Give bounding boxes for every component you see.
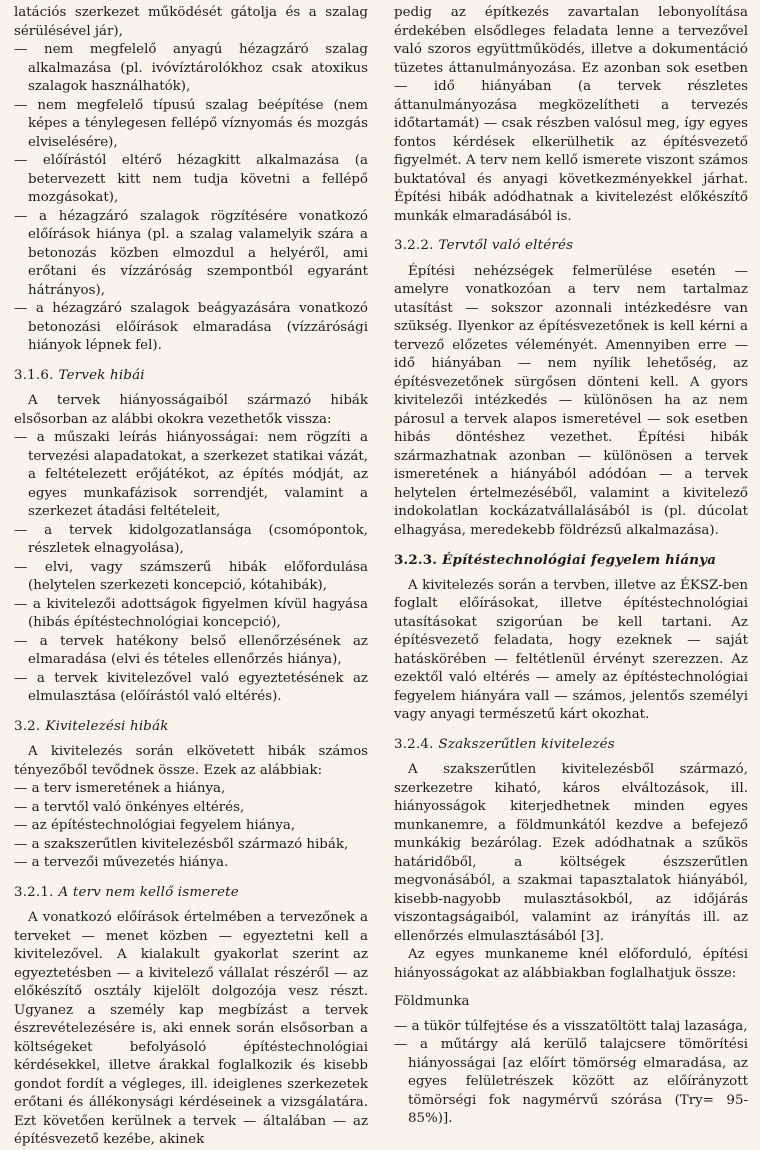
- list-item: — a hézagzáró szalagok rögzítésére vonatkozó előírások hiánya (pl. a szalag valamelyik szára a betonozás közben elmozdul a helyéről, ami erőtani és vízzáróság szempontból egyaránt hátrányos),: [14, 208, 368, 298]
- list-item: — a szakszerűtlen kivitelezésből származó hibák,: [14, 836, 349, 852]
- section-title: Tervtől való eltérés: [438, 238, 574, 253]
- paragraph: A szakszerűtlen kivitelezésből származó, szerkezetre kiható, káros elváltozások, ill. hiányosságok kiterjedhetnek minden egyes munkanemre, a földmunkától kezdve a befejező munkákig bezárólag. Ezek adódhatnak a szűkös határidőből, a költségek észszerűtlen megvonásából, a szakmai tapasztalatok hiányából, kisebb-nagyobb mulasztásokból, az időjárás viszontagságaiból, valamint az irányítás ill. az ellenőrzés elmulasztásából [3].: [394, 762, 748, 944]
- list-item: — az építéstechnológiai fegyelem hiánya,: [14, 818, 296, 833]
- section-title: Tervek hibái: [58, 367, 145, 383]
- list-item: — nem megfelelő típusú szalag beépítése (nem képes a ténylegesen fellépő víznyomás és mozgás elviselésére),: [14, 97, 368, 150]
- paragraph: A vonatkozó előírások értelmében a tervezőnek a terveket — menet közben — egyeztetni kell a kivitelezővel. A kialakult gyakorlat szerint az egyeztetésben — a kivitelező vállalat részéről — az előkészítő osztály kijelölt dolgozója vesz részt. Ugyanez a személy kap megbízást a tervek észrevételezésére is, aki ennek során elsősorban a költségeket befolyásoló építéstechnológiai kérdésekkel, illetve árakkal foglalkozik és kisebb gondot fordít a végleges, ill. ideiglenes szerkezetek erőtani és állékonysági kérdéseinek a vizsgálatára. Ezt követően kerülnek a tervek — általában — az építésvezető kezébe, akinek: [14, 910, 368, 1147]
- list-item: — a terv ismeretének a hiánya,: [14, 781, 226, 796]
- section-number: 3.2.: [14, 718, 41, 734]
- list-item: — nem megfelelő anyagú hézagzáró szalag alkalmazása (pl. ivóvíztárolókhoz csak atoxikus szalagok használhatók),: [14, 42, 368, 94]
- list-item: — előírástól eltérő hézagkitt alkalmazása (a betervezett kitt nem tudja követni a fellépő mozgásokat),: [14, 153, 368, 205]
- list-item: — a tervek kivitelezővel való egyeztetésének az elmulasztása (előírástól való eltérés).: [14, 670, 368, 704]
- subheading: Földmunka: [394, 994, 470, 1009]
- left-column: [14, 4, 368, 1150]
- section-number: 3.1.6.: [14, 367, 54, 383]
- list-item: — a tervek hatékony belső ellenőrzésének az elmaradása (elvi és tételes ellenőrzés hiánya),: [14, 633, 368, 667]
- list-item: — a műtárgy alá kerülő talajcsere tömörítési hiányosságai [az előírt tömörség elmaradása, az egyes felületrészek között az előírányzott tömörségi fok nagymérvű szórása (Try= 95-85%)].: [394, 1037, 748, 1126]
- section-number: 3.2.4.: [394, 736, 434, 752]
- list-item: — a tervezői művezetés hiánya.: [14, 855, 229, 870]
- section-title: A terv nem kellő ismerete: [58, 884, 239, 900]
- paragraph: A kivitelezés során a tervben, illetve az ÉKSZ-ben foglalt előírásokat, illetve építéstechnológiai utasításokat szigorúan be kell tartani. Az építésvezető feladata, hogy ezeknek — saját hatáskörében — feltétlenül érvényt szerezzen. Az ezektől való eltérés — amely az építéstechnológiai fegyelem hiányára vall — számos, jelentős személyi vagy anyagi természetű kárt okozhat.: [394, 577, 748, 722]
- section-number: 3.2.1.: [14, 884, 54, 900]
- paragraph-continuation: latációs szerkezet működését gátolja és a szalag sérülésével jár),: [14, 5, 368, 39]
- section-title: Kivitelezési hibák: [45, 718, 169, 734]
- section-heading: [14, 367, 368, 386]
- section-number: 3.2.2.: [394, 238, 434, 253]
- list-item: — elvi, vagy számszerű hibák előfordulása (helytelen szerkezeti koncepció, kótahibák),: [14, 559, 368, 593]
- paragraph: A tervek hiányosságaiból származó hibák elsősorban az alábbi okokra vezethetők vissza:: [14, 393, 368, 427]
- list-item: — a műszaki leírás hiányosságai: nem rögzíti a tervezési alapadatokat, a szerkezet statikai vázát, a feltételezett erőjátékot, az építés módját, az egyes munkafázisok sorrendjét, valamint a szerkezet átadási feltételeit,: [14, 430, 368, 519]
- list-item: — a hézagzáró szalagok beágyazására vonatkozó betonozási előírások elmaradása (vízzárósági hiányok lépnek fel).: [14, 301, 368, 353]
- paragraph: A kivitelezés során elkövetett hibák számos tényezőből tevődnek össze. Ezek az alábbiak:: [14, 744, 368, 778]
- list-item: — a tervtől való önkényes eltérés,: [14, 799, 245, 815]
- section-title: Szakszerűtlen kivitelezés: [438, 736, 615, 752]
- list-item: — a kivitelezői adottságok figyelmen kívül hagyása (hibás építéstechnológiai koncepció),: [14, 596, 368, 630]
- section-heading: [394, 736, 748, 755]
- section-number: 3.2.3.: [394, 552, 438, 568]
- right-column: [394, 4, 748, 1129]
- section-heading: [14, 884, 368, 903]
- list-item: — a tükör túlfejtése és a visszatöltött talaj lazasága,: [394, 1018, 748, 1034]
- section-heading: [394, 551, 748, 570]
- paragraph: Építési nehézségek felmerülése esetén — amelyre vonatkozóan a terv nem tartalmaz utasítást — sokszor azonnali intézkedésre van szükség. Ilyenkor az építésvezetőnek is kell kérni a tervező előzetes véleményét. Amennyiben erre — idő hiányában — nem nyílik lehetőség, az építésvezetőnek sürgősen dönteni kell. A gyors kivitelezői intézkedés — különösen ha az nem párosul a tervek alapos ismeretével — sok esetben hibás döntéshez vezethet. Építési hibák származhatnak azonban — különösen a tervek ismeretének a hiányából adódóan — a tervek helytelen értelmezéséből, valamint a kivitelező indokolatlan kockázatvállalásából is (pl. dúcolat elhagyása, meredekebb földrézsű alkalmazása).: [394, 263, 748, 538]
- paragraph-continuation: pedig az építkezés zavartalan lebonyolítása érdekében elsődleges feladata lenne a tervezővel való szoros együttműködés, illetve a dokumentáció tüzetes áttanulmányozása. Ez azonban sok esetben — idő hiányában (a tervek részletes áttanulmányozása megközelítheti a tervezés időtartamát) — csak részben valósul meg, így egyes fontos kérdések elkerülhetik az építésvezető figyelmét. A terv nem kellő ismerete viszont számos buktatóval és anyagi következményekkel járhat. Építési hibák adódhatnak a kivitelezést előkészítő munkák elmaradásából is.: [394, 5, 748, 224]
- paragraph: Az egyes munkaneme knél előforduló, építési hiányosságokat az alábbiakban foglalhatjuk össze:: [394, 947, 748, 981]
- section-title: Építéstechnológiai fegyelem hiánya: [442, 552, 717, 568]
- section-heading: [394, 237, 748, 256]
- section-heading: [14, 718, 368, 737]
- list-item: — a tervek kidolgozatlansága (csomópontok, részletek elnagyolása),: [14, 522, 368, 556]
